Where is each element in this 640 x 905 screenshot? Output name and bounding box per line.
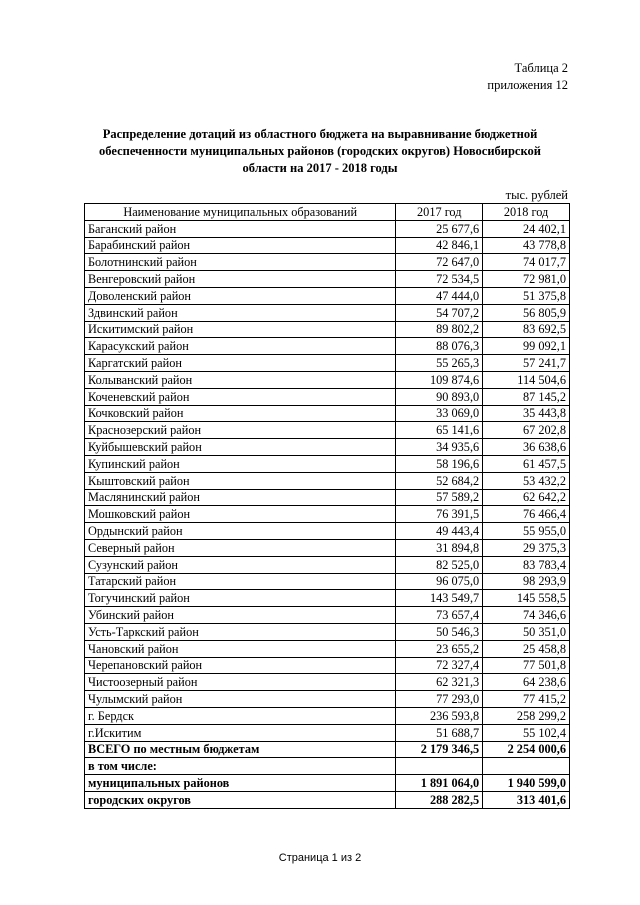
- value-2018: 83 692,5: [483, 321, 570, 338]
- table-row: [85, 220, 570, 237]
- value-2017: 76 391,5: [396, 506, 483, 523]
- table-row: [85, 489, 570, 506]
- municipality-name: Венгеровский район: [85, 271, 396, 288]
- value-2017: 72 534,5: [396, 271, 483, 288]
- table-row: [85, 439, 570, 456]
- table-row: [85, 287, 570, 304]
- municipality-name: Убинский район: [85, 607, 396, 624]
- value-2018: 64 238,6: [483, 674, 570, 691]
- urban-districts-row: [85, 791, 570, 808]
- value-2017: 88 076,3: [396, 338, 483, 355]
- total-label: ВСЕГО по местным бюджетам: [85, 741, 396, 758]
- table-row: [85, 623, 570, 640]
- municipality-name: Карасукский район: [85, 338, 396, 355]
- title-line: обеспеченности муниципальных районов (городских округов) Новосибирской: [99, 144, 541, 158]
- value-2018: 77 501,8: [483, 657, 570, 674]
- table-row: [85, 321, 570, 338]
- value-2018: 114 504,6: [483, 371, 570, 388]
- page-number: Страница 1 из 2: [278, 852, 362, 864]
- municipality-name: Барабинский район: [85, 237, 396, 254]
- table-row: [85, 674, 570, 691]
- value-2017: 143 549,7: [396, 590, 483, 607]
- total-2017: 2 179 346,5: [396, 741, 483, 758]
- value-2017: 72 647,0: [396, 254, 483, 271]
- municipality-name: Ордынский район: [85, 523, 396, 540]
- total-2018: 2 254 000,6: [483, 741, 570, 758]
- table-row: [85, 405, 570, 422]
- value-2018: 36 638,6: [483, 439, 570, 456]
- municipal-districts-row: [85, 775, 570, 792]
- value-2018: 55 955,0: [483, 523, 570, 540]
- table-row: [85, 254, 570, 271]
- value-2017: 65 141,6: [396, 422, 483, 439]
- table-row: [85, 472, 570, 489]
- municipality-name: Купинский район: [85, 455, 396, 472]
- value-2017: 72 327,4: [396, 657, 483, 674]
- value-2018: 67 202,8: [483, 422, 570, 439]
- document-title: [90, 126, 550, 177]
- municipality-name: Чановский район: [85, 640, 396, 657]
- value-2017: 34 935,6: [396, 439, 483, 456]
- value-2018: 53 432,2: [483, 472, 570, 489]
- table-row: [85, 691, 570, 708]
- municipality-name: Здвинский район: [85, 304, 396, 321]
- value-2018: 99 092,1: [483, 338, 570, 355]
- table-row: [85, 640, 570, 657]
- table-row: [85, 556, 570, 573]
- value-2018: 25 458,8: [483, 640, 570, 657]
- municipality-name: Усть-Таркский район: [85, 623, 396, 640]
- municipality-name: Северный район: [85, 539, 396, 556]
- total-row: [85, 741, 570, 758]
- municipality-name: Сузунский район: [85, 556, 396, 573]
- value-2017: 49 443,4: [396, 523, 483, 540]
- value-2018: 35 443,8: [483, 405, 570, 422]
- municipality-name: Мошковский район: [85, 506, 396, 523]
- table-body: [85, 220, 570, 741]
- table-row: [85, 573, 570, 590]
- value-2017: 47 444,0: [396, 287, 483, 304]
- municipality-name: Чистоозерный район: [85, 674, 396, 691]
- including-2017: [396, 758, 483, 775]
- value-2017: 109 874,6: [396, 371, 483, 388]
- value-2018: 77 415,2: [483, 691, 570, 708]
- value-2018: 24 402,1: [483, 220, 570, 237]
- value-2018: 145 558,5: [483, 590, 570, 607]
- budget-table: [84, 203, 570, 809]
- value-2018: 50 351,0: [483, 623, 570, 640]
- value-2017: 23 655,2: [396, 640, 483, 657]
- value-2018: 83 783,4: [483, 556, 570, 573]
- municipality-name: Черепановский район: [85, 657, 396, 674]
- value-2018: 61 457,5: [483, 455, 570, 472]
- table-reference: Таблица 2: [514, 61, 568, 75]
- value-2017: 62 321,3: [396, 674, 483, 691]
- table-row: [85, 523, 570, 540]
- including-row: [85, 758, 570, 775]
- table-row: [85, 724, 570, 741]
- municipality-name: Чулымский район: [85, 691, 396, 708]
- municipality-name: Баганский район: [85, 220, 396, 237]
- appendix-reference: приложения 12: [487, 78, 568, 92]
- table-row: [85, 607, 570, 624]
- table-row: [85, 355, 570, 372]
- municipality-name: Татарский район: [85, 573, 396, 590]
- table-row: [85, 371, 570, 388]
- title-line: области на 2017 - 2018 годы: [242, 161, 398, 175]
- municipality-name: Искитимский район: [85, 321, 396, 338]
- value-2018: 98 293,9: [483, 573, 570, 590]
- municipality-name: г.Искитим: [85, 724, 396, 741]
- table-row: [85, 539, 570, 556]
- municipality-name: Краснозерский район: [85, 422, 396, 439]
- column-header-name: Наименование муниципальных образований: [85, 204, 396, 221]
- table-row: [85, 707, 570, 724]
- value-2018: 258 299,2: [483, 707, 570, 724]
- value-2018: 76 466,4: [483, 506, 570, 523]
- table-row: [85, 422, 570, 439]
- municipal-districts-label: муниципальных районов: [85, 775, 396, 792]
- municipality-name: Каргатский район: [85, 355, 396, 372]
- municipality-name: г. Бердск: [85, 707, 396, 724]
- value-2017: 50 546,3: [396, 623, 483, 640]
- value-2018: 55 102,4: [483, 724, 570, 741]
- value-2018: 87 145,2: [483, 388, 570, 405]
- value-2018: 62 642,2: [483, 489, 570, 506]
- value-2018: 72 981,0: [483, 271, 570, 288]
- column-header-2017: 2017 год: [396, 204, 483, 221]
- value-2017: 82 525,0: [396, 556, 483, 573]
- value-2018: 43 778,8: [483, 237, 570, 254]
- value-2018: 74 346,6: [483, 607, 570, 624]
- value-2017: 90 893,0: [396, 388, 483, 405]
- value-2017: 54 707,2: [396, 304, 483, 321]
- value-2017: 57 589,2: [396, 489, 483, 506]
- value-2017: 96 075,0: [396, 573, 483, 590]
- municipality-name: Тогучинский район: [85, 590, 396, 607]
- table-row: [85, 388, 570, 405]
- column-header-2018: 2018 год: [483, 204, 570, 221]
- value-2018: 56 805,9: [483, 304, 570, 321]
- municipality-name: Доволенский район: [85, 287, 396, 304]
- value-2017: 52 684,2: [396, 472, 483, 489]
- value-2017: 236 593,8: [396, 707, 483, 724]
- table-row: [85, 590, 570, 607]
- urban-districts-2018: 313 401,6: [483, 791, 570, 808]
- value-2018: 57 241,7: [483, 355, 570, 372]
- municipality-name: Коченевский район: [85, 388, 396, 405]
- table-row: [85, 506, 570, 523]
- value-2017: 31 894,8: [396, 539, 483, 556]
- value-2018: 51 375,8: [483, 287, 570, 304]
- table-row: [85, 657, 570, 674]
- value-2017: 58 196,6: [396, 455, 483, 472]
- table-header-row: [85, 204, 570, 221]
- value-2017: 51 688,7: [396, 724, 483, 741]
- value-2017: 55 265,3: [396, 355, 483, 372]
- value-2018: 29 375,3: [483, 539, 570, 556]
- value-2017: 89 802,2: [396, 321, 483, 338]
- table-row: [85, 271, 570, 288]
- municipal-districts-2017: 1 891 064,0: [396, 775, 483, 792]
- urban-districts-label: городских округов: [85, 791, 396, 808]
- table-row: [85, 304, 570, 321]
- value-2017: 33 069,0: [396, 405, 483, 422]
- value-2017: 77 293,0: [396, 691, 483, 708]
- table-row: [85, 455, 570, 472]
- municipality-name: Маслянинский район: [85, 489, 396, 506]
- urban-districts-2017: 288 282,5: [396, 791, 483, 808]
- unit-label: тыс. рублей: [505, 188, 568, 202]
- title-line: Распределение дотаций из областного бюджета на выравнивание бюджетной: [102, 127, 538, 141]
- including-2018: [483, 758, 570, 775]
- municipality-name: Кыштовский район: [85, 472, 396, 489]
- value-2018: 74 017,7: [483, 254, 570, 271]
- value-2017: 25 677,6: [396, 220, 483, 237]
- including-label: в том числе:: [85, 758, 396, 775]
- table-row: [85, 237, 570, 254]
- municipality-name: Кочковский район: [85, 405, 396, 422]
- municipality-name: Куйбышевский район: [85, 439, 396, 456]
- table-row: [85, 338, 570, 355]
- value-2017: 73 657,4: [396, 607, 483, 624]
- municipality-name: Колыванский район: [85, 371, 396, 388]
- municipal-districts-2018: 1 940 599,0: [483, 775, 570, 792]
- value-2017: 42 846,1: [396, 237, 483, 254]
- municipality-name: Болотнинский район: [85, 254, 396, 271]
